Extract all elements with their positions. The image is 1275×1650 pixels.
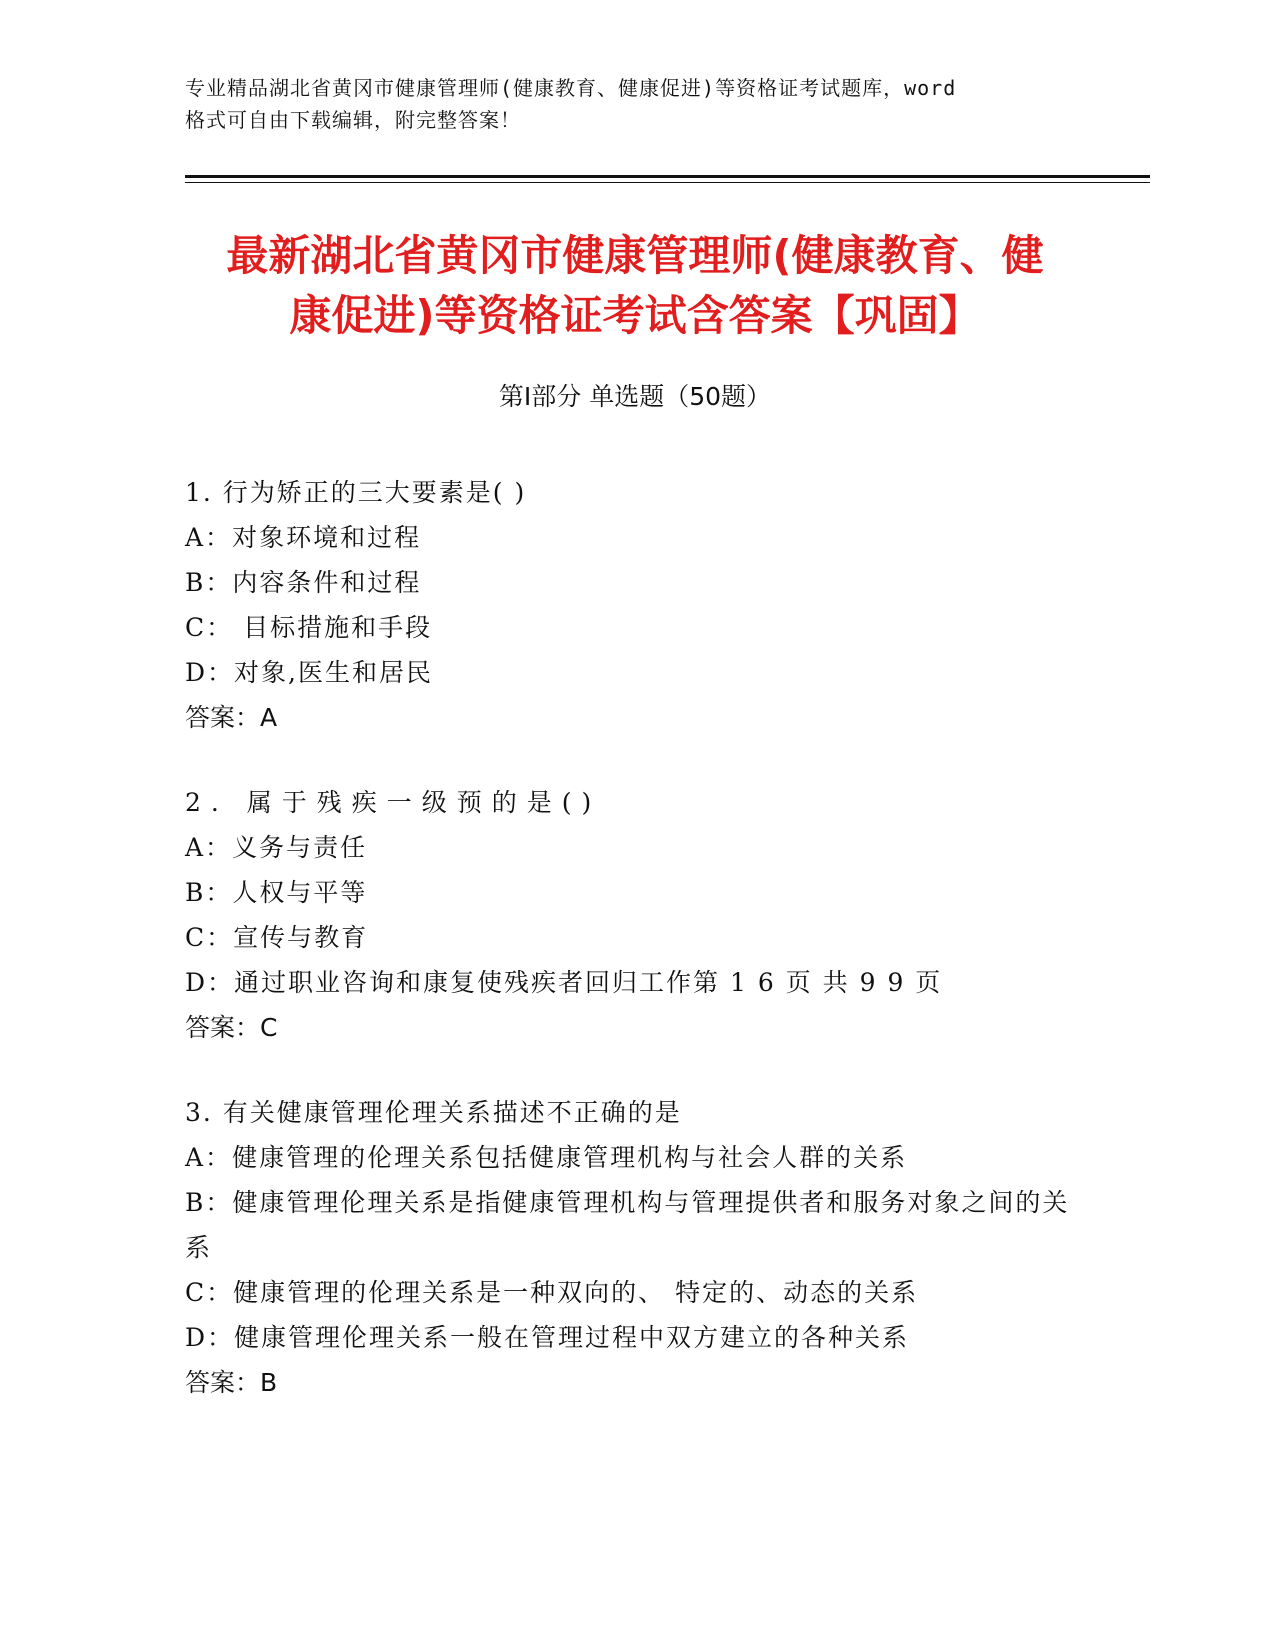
option-label: D： [185,658,235,687]
page-title-line-2: 康促进)等资格证考试含答案【巩固】 [289,291,981,340]
option-text: 健康管理的伦理关系包括健康管理机构与社会人群的关系 [232,1143,908,1172]
option-label: B： [185,1188,233,1217]
option-label: A： [185,1143,233,1172]
answer-line: 答案：A [185,703,278,732]
option-c [185,605,1085,650]
question-2 [185,780,1085,1050]
section-title: 第Ⅰ部分 单选题（50题） [498,382,772,411]
option-text: 通过职业咨询和康复使残疾者回归工作第 1 6 页 共 9 9 页 [234,968,943,997]
header-divider-thick [185,175,1150,178]
option-b [185,1180,1085,1270]
option-label: A： [185,523,233,552]
question-stem: 1. 行为矫正的三大要素是( ) [185,478,527,507]
option-label: B： [185,568,233,597]
option-b [185,560,1085,605]
header-divider-thin [185,182,1150,183]
page-title-line-1: 最新湖北省黄冈市健康管理师(健康教育、健 [226,231,1044,280]
option-text: 义务与责任 [232,833,368,862]
option-label: C： [185,1278,234,1307]
answer-line: 答案：C [185,1013,278,1042]
option-text: 对象,医生和居民 [234,658,433,687]
option-d [185,650,1085,695]
page-title [185,226,1085,346]
option-c [185,915,1085,960]
header-note [185,72,1085,136]
option-label: B： [185,878,233,907]
option-a [185,1135,1085,1180]
option-text: 健康管理伦理关系是指健康管理机构与管理提供者和服务对象之间的关系 [185,1188,1070,1262]
answer-line: 答案：B [185,1368,278,1397]
option-text: 宣传与教育 [233,923,369,952]
question-1 [185,470,1085,740]
option-text: 目标措施和手段 [233,613,433,642]
option-a [185,515,1085,560]
option-label: C： [185,923,234,952]
option-c [185,1270,1085,1315]
option-label: D： [185,968,235,997]
option-b [185,870,1085,915]
question-stem: 3. 有关健康管理伦理关系描述不正确的是 [185,1098,682,1127]
question-list [185,470,1085,1445]
option-text: 健康管理伦理关系一般在管理过程中双方建立的各种关系 [234,1323,910,1352]
option-d [185,1315,1085,1360]
question-stem: 2. 属于残疾一级预的是() [185,788,602,817]
header-note-line-2: 格式可自由下载编辑，附完整答案！ [185,108,521,132]
option-d [185,960,1085,1005]
option-text: 健康管理的伦理关系是一种双向的、 特定的、动态的关系 [233,1278,919,1307]
option-text: 对象环境和过程 [232,523,422,552]
option-label: C： [185,613,234,642]
question-3 [185,1090,1085,1405]
option-text: 人权与平等 [232,878,368,907]
option-label: A： [185,833,233,862]
option-a [185,825,1085,870]
option-text: 内容条件和过程 [232,568,422,597]
header-note-line-1: 专业精品湖北省黄冈市健康管理师(健康教育、健康促进)等资格证考试题库，word [185,76,957,100]
option-label: D： [185,1323,235,1352]
